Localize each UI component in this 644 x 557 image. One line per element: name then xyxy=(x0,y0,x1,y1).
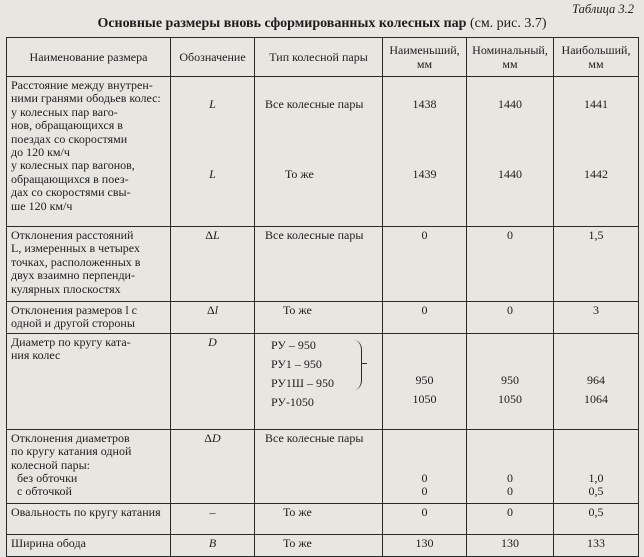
row5b-min: 0 xyxy=(421,484,428,499)
row5-symbol-delta: Δ xyxy=(204,430,213,445)
row1a-type: Все колесные пары xyxy=(265,97,364,111)
row1-name-line: до 120 км/ч xyxy=(11,145,70,160)
header-max: Наибольший, мм xyxy=(554,38,639,77)
row1-symbol xyxy=(171,77,255,227)
row2-name-line: двух взаимно перпенди- xyxy=(11,268,135,283)
table-row xyxy=(7,227,639,302)
row2-name-line: Отклонения расстояний xyxy=(11,228,134,242)
row5b-max: 0,5 xyxy=(588,484,604,499)
table-title-bold: Основные размеры вновь сформированных колесных пар xyxy=(97,16,467,31)
row3-type: То же xyxy=(255,302,383,334)
row1b-max: 1442 xyxy=(584,167,608,182)
row5a-nom: 0 xyxy=(507,470,513,485)
grouping-brace xyxy=(353,340,362,390)
row4-type-item: РУ1 – 950 xyxy=(271,356,322,371)
row1-name-line: ними гранями ободьев колес: xyxy=(11,91,161,106)
row2-name-line: L, измеренных в четырех xyxy=(11,241,140,256)
row4-g2-min: 1050 xyxy=(412,392,437,407)
row1a-nom: 1440 xyxy=(498,97,522,111)
row7-nom: 130 xyxy=(467,534,554,556)
row4-g1-nom: 950 xyxy=(501,372,519,387)
row6-min: 0 xyxy=(383,503,467,534)
row4-type-item: РУ1Ш – 950 xyxy=(271,375,334,390)
table-title-ref: (см. рис. 3.7) xyxy=(466,16,547,31)
row4-max xyxy=(554,333,639,429)
dimensions-table xyxy=(6,37,639,557)
row5a-min: 0 xyxy=(421,470,428,485)
row1b-min: 1439 xyxy=(412,167,437,182)
header-min: Наименьший, мм xyxy=(383,38,467,77)
row4-symbol: D xyxy=(171,333,255,429)
row1a-max: 1441 xyxy=(584,97,608,111)
row4-nom xyxy=(467,333,554,429)
row2-symbol-var: L xyxy=(213,228,220,242)
table-row xyxy=(7,503,639,534)
row1-name-line: Расстояние между внутрен- xyxy=(11,78,153,92)
row1b-type: То же xyxy=(285,167,314,182)
row3-max: 3 xyxy=(554,302,639,334)
row4-g1-min: 950 xyxy=(415,372,434,387)
header-row xyxy=(7,38,639,77)
row1b-symbol: L xyxy=(209,167,216,182)
row5-name-line: по кругу катания одной xyxy=(11,444,132,459)
row2-max: 1,5 xyxy=(554,227,639,302)
row1-min xyxy=(383,77,467,227)
row3-nom: 0 xyxy=(467,302,554,334)
row5-symbol-var: D xyxy=(212,430,221,445)
table-row xyxy=(7,534,639,556)
table-row xyxy=(7,77,639,227)
row1a-min: 1438 xyxy=(412,97,437,111)
row1-name-line: поездах со скоростями xyxy=(11,131,128,146)
row3-symbol-delta: Δ xyxy=(206,303,215,317)
row5-name-line: без обточки xyxy=(17,471,78,486)
row5-nom xyxy=(467,429,554,503)
header-name: Наименование размера xyxy=(7,38,171,77)
row2-symbol-delta: Δ xyxy=(205,228,214,242)
row5-name-line: с обточкой xyxy=(17,484,72,499)
row4-name-line: ния колес xyxy=(11,348,61,363)
row2-nom: 0 xyxy=(467,227,554,302)
row5-name-line: колесной пары: xyxy=(11,457,90,472)
row3-symbol-var: l xyxy=(214,303,219,317)
row3-min: 0 xyxy=(383,302,467,334)
row5-min xyxy=(383,429,467,503)
row5-type: Все колесные пары xyxy=(255,429,383,503)
row1-name-line: у колесных пар ваго- xyxy=(11,104,118,119)
row5-name xyxy=(7,429,171,503)
row2-name-line: кулярных плоскостях xyxy=(11,281,121,296)
row1-name-line: ше 120 км/ч xyxy=(11,198,73,213)
row1-name-line: обращающихся в поез- xyxy=(11,171,129,186)
header-symbol: Обозначение xyxy=(171,38,255,77)
table-row xyxy=(7,429,639,503)
row1-name-line: у колесных пар вагонов, xyxy=(11,158,135,173)
row1a-symbol: L xyxy=(209,97,216,111)
row7-symbol: B xyxy=(171,534,255,556)
row5a-max: 1,0 xyxy=(588,470,604,485)
row7-min: 130 xyxy=(383,534,467,556)
row6-nom: 0 xyxy=(467,503,554,534)
row7-max: 133 xyxy=(554,534,639,556)
row5-name-line: Отклонения диаметров xyxy=(11,430,130,445)
row1-name xyxy=(7,77,171,227)
row1b-nom: 1440 xyxy=(498,167,522,182)
table-number: Таблица 3.2 xyxy=(572,2,634,16)
row6-symbol: – xyxy=(171,503,255,534)
row3-name: Отклонения размеров l с одной и другой стороны xyxy=(7,302,171,334)
row5b-nom: 0 xyxy=(507,484,513,499)
row1-nom xyxy=(467,77,554,227)
row1-type xyxy=(255,77,383,227)
row2-symbol xyxy=(171,227,255,302)
row2-type: Все колесные пары xyxy=(255,227,383,302)
table-title xyxy=(0,16,644,32)
row4-name xyxy=(7,333,171,429)
header-type: Тип колесной пары xyxy=(255,38,383,77)
row4-type-item: РУ – 950 xyxy=(271,337,316,352)
row4-g1-max: 964 xyxy=(587,372,605,387)
row1-max xyxy=(554,77,639,227)
row4-g2-max: 1064 xyxy=(584,392,608,407)
row4-min xyxy=(383,333,467,429)
row4-name-line: Диаметр по кругу ката- xyxy=(11,334,131,349)
table-row xyxy=(7,333,639,429)
row1-name-line: нов, обращающихся в xyxy=(11,118,123,133)
table-row xyxy=(7,302,639,334)
row5-symbol xyxy=(171,429,255,503)
row7-name: Ширина обода xyxy=(7,534,171,556)
row2-name-line: точках, расположенных в xyxy=(11,254,141,269)
row4-types xyxy=(255,333,383,429)
row6-type: То же xyxy=(255,503,383,534)
row1-name-line: дах со скоростями свы- xyxy=(11,185,131,200)
row2-min: 0 xyxy=(383,227,467,302)
row4-type-item: РУ-1050 xyxy=(271,394,314,409)
row3-symbol xyxy=(171,302,255,334)
row7-type: То же xyxy=(255,534,383,556)
header-nom: Номинальный, мм xyxy=(467,38,554,77)
row5-max xyxy=(554,429,639,503)
row6-max: 0,5 xyxy=(554,503,639,534)
row2-name xyxy=(7,227,171,302)
row6-name: Овальность по кругу катания xyxy=(7,503,171,534)
row4-g2-nom: 1050 xyxy=(498,392,522,407)
